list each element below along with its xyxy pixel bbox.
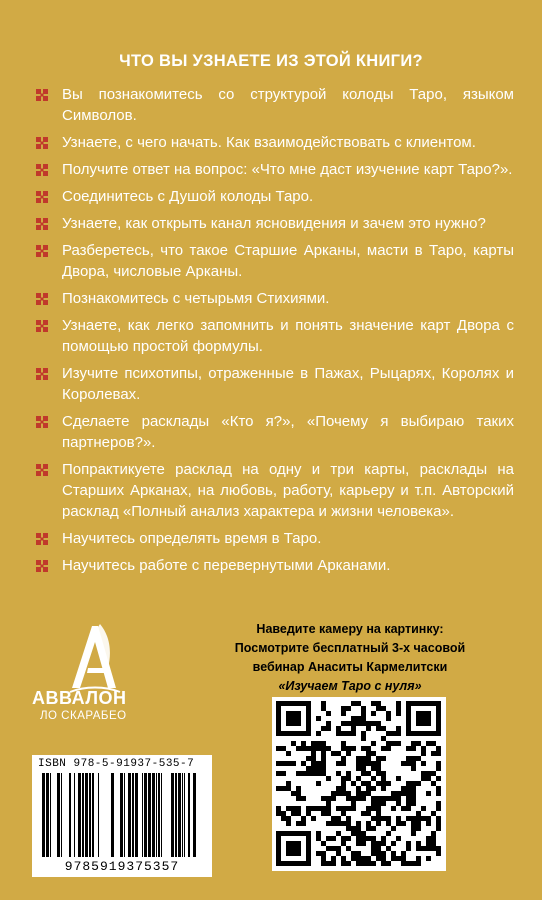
list-item-text: Научитесь работе с перевернутыми Арканами. [62, 557, 391, 574]
cross-flower-icon [36, 368, 48, 380]
list-item-text: Вы познакомитесь со структурой колоды Таро, языком Символов. [62, 86, 514, 124]
list-item [34, 213, 514, 234]
cross-flower-icon [36, 245, 48, 257]
promo-line3: вебинар Анаситы Кармелитски [252, 660, 448, 674]
list-item-text: Узнаете, как легко запомнить и понять значение карт Двора с помощью простой формулы. [62, 317, 514, 355]
list-item-text: Получите ответ на вопрос: «Что мне даст изучение карт Таро?». [62, 161, 513, 178]
publisher-sub: ЛО СКАРАБЕО [40, 710, 127, 722]
cross-flower-icon [36, 560, 48, 572]
list-item [34, 159, 514, 180]
cross-flower-icon [36, 416, 48, 428]
list-item-text: Узнаете, как открыть канал ясновидения и зачем это нужно? [62, 215, 486, 232]
isbn-barcode [32, 755, 212, 877]
cross-flower-icon [36, 533, 48, 545]
list-item-text: Сделаете расклады «Кто я?», «Почему я выбираю таких партнеров?». [62, 413, 514, 451]
promo-line2: Посмотрите бесплатный 3-х часовой [234, 641, 466, 655]
list-item [34, 288, 514, 309]
list-item-text: Научитесь определять время в Таро. [62, 530, 322, 547]
list-item [34, 186, 514, 207]
cross-flower-icon [36, 293, 48, 305]
list-item-text: Изучите психотипы, отраженные в Пажах, Рыцарях, Королях и Королевах. [62, 365, 514, 403]
cross-flower-icon [36, 191, 48, 203]
benefits-list [34, 84, 514, 582]
publisher-name: АВВАЛОН [32, 688, 127, 708]
cross-flower-icon [36, 218, 48, 230]
list-item [34, 240, 514, 282]
list-item-text: Попрактикуете расклад на одну и три карты, расклады на Старших Арканах, на любовь, работу, карьеру и т.п. Авторский расклад «Полный анализ характера и жизни человека». [62, 461, 514, 520]
barcode-bars [40, 773, 204, 857]
promo-line1: Наведите камеру на картинку: [256, 622, 444, 636]
cross-flower-icon [36, 464, 48, 476]
promo-line4: «Изучаем Таро с нуля» [278, 679, 422, 693]
qr-code[interactable] [272, 697, 446, 871]
list-item-text: Разберетесь, что такое Старшие Арканы, масти в Таро, карты Двора, числовые Арканы. [62, 242, 514, 280]
barcode-number: 9785919375357 [64, 859, 180, 874]
cross-flower-icon [36, 320, 48, 332]
promo-text [230, 620, 470, 696]
list-item [34, 132, 514, 153]
cross-flower-icon [36, 137, 48, 149]
isbn-text: ISBN 978-5-91937-535-7 [38, 758, 195, 770]
list-item [34, 84, 514, 126]
list-item [34, 411, 514, 453]
list-item [34, 459, 514, 522]
list-item-text: Узнаете, с чего начать. Как взаимодействовать с клиентом. [62, 134, 476, 151]
list-item-text: Соединитесь с Душой колоды Таро. [62, 188, 314, 205]
list-item [34, 555, 514, 576]
list-item [34, 528, 514, 549]
list-item-text: Познакомитесь с четырьмя Стихиями. [62, 290, 330, 307]
list-item [34, 315, 514, 357]
cross-flower-icon [36, 89, 48, 101]
section-heading: ЧТО ВЫ УЗНАЕТЕ ИЗ ЭТОЙ КНИГИ? [119, 52, 423, 70]
cross-flower-icon [36, 164, 48, 176]
list-item [34, 363, 514, 405]
